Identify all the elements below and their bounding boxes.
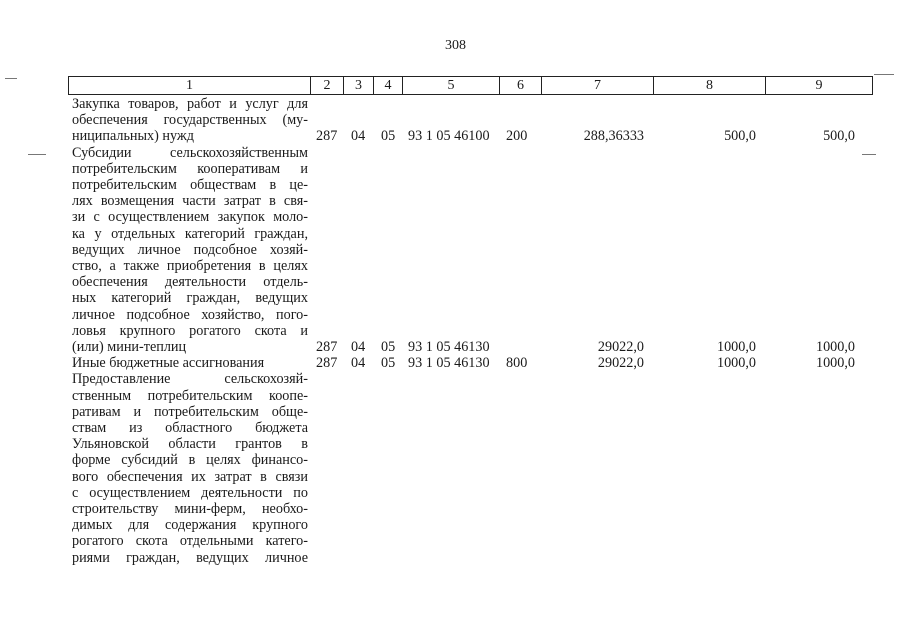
column-header-4: 4 bbox=[374, 77, 403, 95]
description-line: ративам и потребительским обще- bbox=[72, 403, 308, 420]
column-header-9: 9 bbox=[766, 77, 873, 95]
description-line: Ульяновской области грантов в bbox=[72, 436, 308, 453]
cell-col-2: 287 bbox=[316, 355, 338, 372]
cell-col-8: 1000,0 bbox=[716, 339, 756, 356]
cell-col-6: 800 bbox=[506, 355, 528, 372]
description-line: вого обеспечения их затрат в связи bbox=[72, 468, 308, 485]
description-line: ка у отдельных категорий граждан, bbox=[72, 225, 308, 242]
table-row bbox=[68, 371, 872, 565]
cell-col-7: 29022,0 bbox=[597, 355, 644, 372]
row-description bbox=[72, 96, 308, 145]
description-line: строительству мини-ферм, необхо- bbox=[72, 501, 308, 518]
table-row bbox=[68, 96, 872, 145]
description-line: потребительским кооперативам и bbox=[72, 160, 308, 177]
column-header-2: 2 bbox=[311, 77, 344, 95]
row-description bbox=[72, 355, 308, 371]
description-line: Закупка товаров, работ и услуг для bbox=[72, 96, 308, 112]
column-header-5: 5 bbox=[403, 77, 500, 95]
description-line: ствам из областного бюджета bbox=[72, 420, 308, 437]
scan-mark bbox=[28, 154, 46, 155]
column-header-1: 1 bbox=[69, 77, 311, 95]
description-line: обеспечения государственных (му- bbox=[72, 112, 308, 129]
cell-col-5: 93 1 05 46100 bbox=[408, 128, 490, 145]
description-line: зи с осуществлением закупок моло- bbox=[72, 209, 308, 226]
description-line: личное подсобное хозяйство, пого- bbox=[72, 306, 308, 323]
scan-mark bbox=[5, 78, 17, 79]
cell-col-4: 05 bbox=[381, 128, 396, 145]
cell-col-4: 05 bbox=[381, 355, 396, 372]
description-line: ниципальных) нужд bbox=[72, 128, 194, 145]
scan-mark bbox=[862, 154, 876, 155]
description-line: ных категорий граждан, ведущих bbox=[72, 290, 308, 307]
column-header-7: 7 bbox=[542, 77, 654, 95]
cell-col-3: 04 bbox=[351, 339, 366, 356]
cell-col-2: 287 bbox=[316, 128, 338, 145]
cell-col-8: 500,0 bbox=[724, 128, 756, 145]
table-body bbox=[68, 96, 872, 566]
cell-col-8: 1000,0 bbox=[716, 355, 756, 372]
column-header-6: 6 bbox=[500, 77, 542, 95]
description-line: Предоставление сельскохозяй- bbox=[72, 371, 308, 388]
cell-col-3: 04 bbox=[351, 355, 366, 372]
cell-col-4: 05 bbox=[381, 339, 396, 356]
description-line: потребительским обществам в це- bbox=[72, 177, 308, 194]
column-header-3: 3 bbox=[344, 77, 374, 95]
page-number: 308 bbox=[445, 38, 466, 53]
scan-mark bbox=[874, 74, 894, 75]
cell-col-9: 1000,0 bbox=[815, 339, 855, 356]
cell-col-7: 288,36333 bbox=[583, 128, 644, 145]
description-line: ственным потребительским коопе- bbox=[72, 387, 308, 404]
table-row bbox=[68, 355, 872, 371]
column-header-8: 8 bbox=[654, 77, 766, 95]
description-line: ловья крупного рогатого скота и bbox=[72, 322, 308, 339]
description-line: обеспечения деятельности отдель- bbox=[72, 274, 308, 291]
description-line: риями граждан, ведущих личное bbox=[72, 549, 308, 566]
description-line: ство, а также приобретения в целях bbox=[72, 258, 308, 275]
cell-col-6: 200 bbox=[506, 128, 528, 145]
description-line: ведущих личное подсобное хозяй- bbox=[72, 241, 308, 258]
description-line: Иные бюджетные ассигнования bbox=[72, 355, 265, 372]
row-description bbox=[72, 145, 308, 356]
cell-col-5: 93 1 05 46130 bbox=[408, 355, 490, 372]
cell-col-9: 1000,0 bbox=[815, 355, 855, 372]
table-header bbox=[68, 76, 873, 95]
cell-col-7: 29022,0 bbox=[597, 339, 644, 356]
description-line: форме субсидий в целях финансо- bbox=[72, 452, 308, 469]
cell-col-2: 287 bbox=[316, 339, 338, 356]
table-row bbox=[68, 145, 872, 356]
cell-col-9: 500,0 bbox=[823, 128, 855, 145]
description-line: лях возмещения части затрат в свя- bbox=[72, 193, 308, 210]
description-line: Субсидии сельскохозяйственным bbox=[72, 144, 308, 161]
description-line: димых для содержания крупного bbox=[72, 517, 308, 534]
row-description bbox=[72, 371, 308, 565]
description-line: рогатого скота отдельными катего- bbox=[72, 533, 308, 550]
description-line: с осуществлением деятельности по bbox=[72, 484, 308, 501]
cell-col-3: 04 bbox=[351, 128, 366, 145]
description-line: (или) мини-теплиц bbox=[72, 339, 187, 356]
cell-col-5: 93 1 05 46130 bbox=[408, 339, 490, 356]
